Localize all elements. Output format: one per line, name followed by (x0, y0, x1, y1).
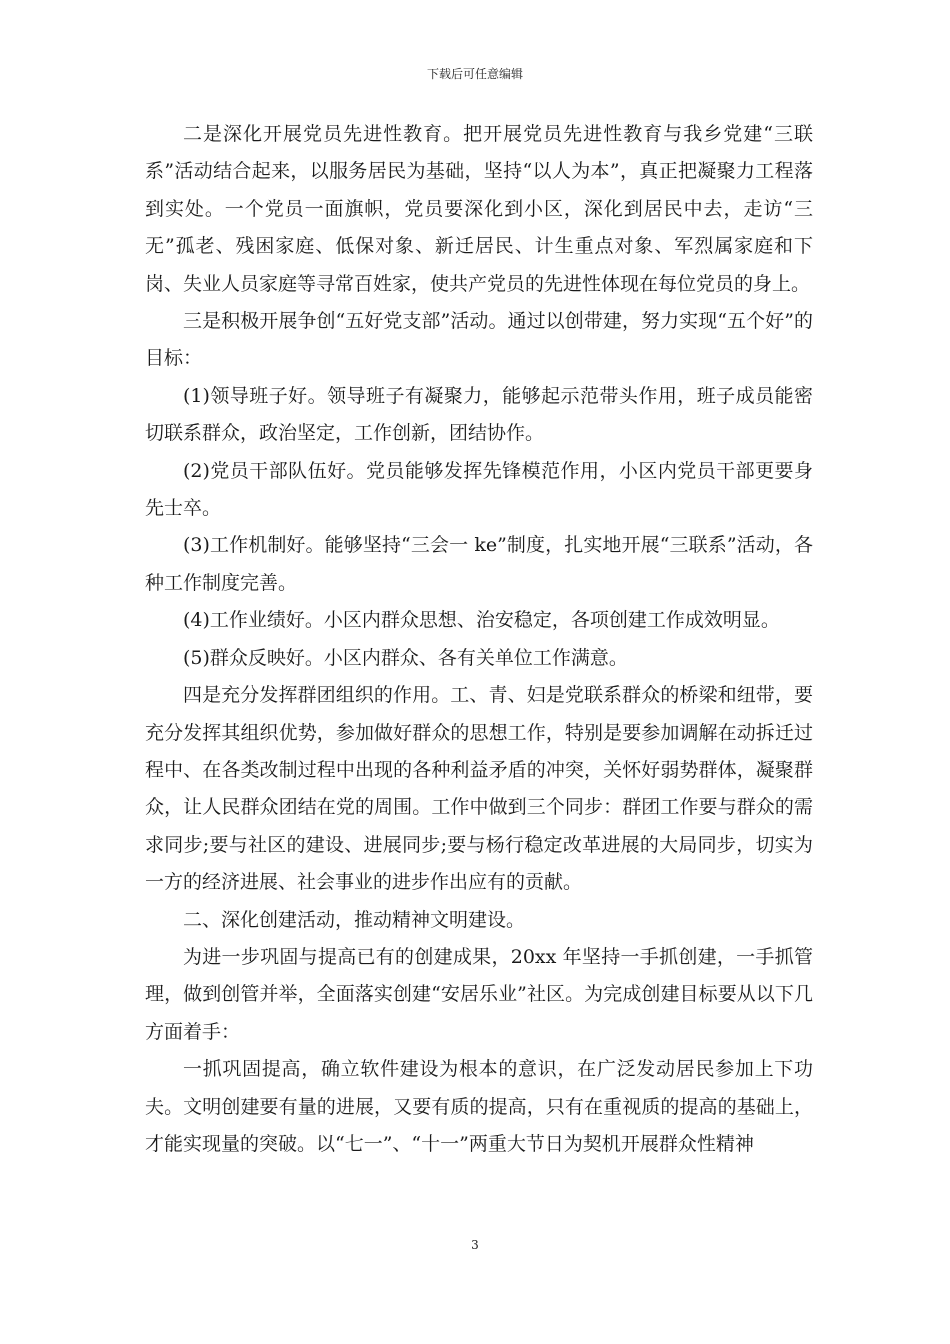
list-item-public-feedback: (5)群众反映好。小区内群众、各有关单位工作满意。 (183, 646, 628, 669)
paragraph-five-good-branch: 三是积极开展争创“五好党支部”活动。通过以创带建，努力实现“五个好”的目标： (145, 310, 813, 370)
list-item-work-mechanism: (3)工作机制好。能够坚持“三会一 ke”制度，扎实地开展“三联系”活动，各种工作制度完善。 (145, 534, 813, 594)
page-header-note: 下载后可任意编辑 (426, 67, 523, 81)
section-heading-civilization: 二、深化创建活动，推动精神文明建设。 (183, 908, 526, 931)
list-item-cadre-team: (2)党员干部队伍好。党员能够发挥先锋模范作用，小区内党员干部更要身先士卒。 (145, 459, 813, 520)
document-body (145, 116, 813, 1163)
paragraph-mass-organizations: 四是充分发挥群团组织的作用。工、青、妇是党联系群众的桥梁和纽带，要充分发挥其组织优势，参加做好群众的思想工作，特别是要参加调解在动拆迁过程中、在各类改制过程中出现的各种利益矛盾的冲突，关怀好弱势群体，凝聚群众，让人民群众团结在党的周围。工作中做到三个同步：群团工作要与群众的需求同步;要与社区的建设、进展同步;要与杨行稳定改革进展的大局同步，切实为一方的经济进展、社会事业的进步作出应有的贡献。 (145, 684, 813, 894)
list-item-work-performance: (4)工作业绩好。小区内群众思想、治安稳定，各项创建工作成效明显。 (183, 609, 780, 632)
list-item-leadership: (1)领导班子好。领导班子有凝聚力，能够起示范带头作用，班子成员能密切联系群众，政治坚定，工作创新，团结协作。 (145, 384, 813, 445)
page-number: 3 (471, 1238, 479, 1252)
paragraph-party-member-education: 二是深化开展党员先进性教育。把开展党员先进性教育与我乡党建“三联系”活动结合起来，以服务居民为基础，坚持“以人为本”，真正把凝聚力工程落到实处。一个党员一面旗帜，党员要深化到小区，深化到居民中去，走访“三无”孤老、残困家庭、低保对象、新迁居民、计生重点对象、军烈属家庭和下岗、失业人员家庭等寻常百姓家，使共产党员的先进性体现在每位党员的身上。 (145, 123, 813, 295)
paragraph-software-building: 一抓巩固提高，确立软件建设为根本的意识，在广泛发动居民参加上下功夫。文明创建要有量的进展，又要有质的提高，只有在重视质的提高的基础上，才能实现量的突破。以“七一”、“十一”两重大节日为契机开展群众性精神 (145, 1058, 813, 1155)
paragraph-consolidate-results: 为进一步巩固与提高已有的创建成果，20xx 年坚持一手抓创建，一手抓管理，做到创管并举，全面落实创建“安居乐业”社区。为完成创建目标要从以下几方面着手： (145, 945, 813, 1043)
